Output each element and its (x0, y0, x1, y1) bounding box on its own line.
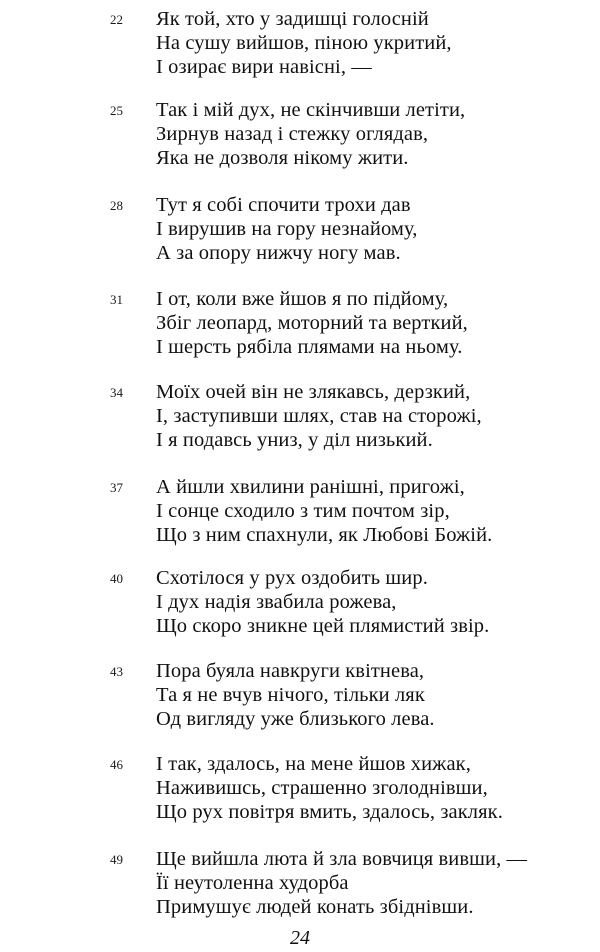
stanza-lines (156, 475, 492, 547)
verse-line: Збіг леопард, моторний та верткий, (156, 312, 468, 334)
verse-line: І озирає вири навісні, — (156, 56, 372, 78)
verse-line: Та я не вчув нічого, тільки ляк (156, 684, 425, 706)
line-number: 40 (110, 571, 123, 586)
verse-line: Схотілося у рух оздобить шир. (156, 567, 428, 589)
verse-line: Пора буяла навкруги квітнева, (156, 660, 425, 682)
verse-line: На сушу вийшов, піною укритий, (156, 32, 452, 54)
verse-line: Що скоро зникне цей плямистий звір. (156, 615, 490, 637)
verse-line: Тут я собі спочити трохи дав (156, 194, 411, 216)
stanza-lines (156, 847, 527, 919)
stanza-lines (156, 287, 468, 359)
verse-line: Так і мій дух, не скінчивши летіти, (156, 99, 466, 121)
verse-line: Примушує людей конать збіднівши. (156, 896, 474, 918)
verse-line: Моїх очей він не злякавсь, дерзкий, (156, 381, 471, 403)
line-number: 43 (110, 664, 123, 679)
verse-line: Що рух повітря вмить, здалось, закляк. (156, 801, 503, 823)
page-number: 24 (290, 927, 310, 949)
line-number: 37 (110, 480, 123, 495)
line-number: 28 (110, 198, 123, 213)
verse-line: І от, коли вже йшов я по підйому, (156, 288, 449, 310)
verse-line: І так, здалось, на мене йшов хижак, (156, 753, 471, 775)
verse-line: Що з ним спахнули, як Любові Божій. (156, 524, 493, 546)
verse-line: І сонце сходило з тим почтом зір, (156, 500, 450, 522)
line-number: 34 (110, 385, 123, 400)
stanza-lines (156, 98, 465, 170)
stanza-lines (156, 193, 418, 265)
stanza-lines (156, 659, 435, 731)
verse-line: Од вигляду уже близького лева. (156, 708, 435, 730)
line-number: 46 (110, 757, 123, 772)
verse-line: А за опору нижчу ногу мав. (156, 242, 401, 264)
verse-line: Яка не дозволя нікому жити. (156, 147, 409, 169)
line-number: 31 (110, 292, 123, 307)
verse-line: І я подавсь униз, у діл низький. (156, 429, 433, 451)
verse-line: Як той, хто у задишці голосній (156, 8, 429, 30)
line-number: 49 (110, 852, 123, 867)
stanza-lines (156, 380, 482, 452)
line-number: 22 (110, 12, 123, 27)
verse-line: Зирнув назад і стежку оглядав, (156, 123, 429, 145)
stanza-lines (156, 7, 452, 79)
verse-line: Наживишсь, страшенно зголоднівши, (156, 777, 488, 799)
verse-line: І дух надія звабила рожева, (156, 591, 397, 613)
verse-line: А йшли хвилини ранішні, пригожі, (156, 476, 465, 498)
stanza-lines (156, 566, 489, 638)
verse-line: Її неутоленна худорба (156, 872, 349, 894)
verse-line: І шерсть рябіла плямами на ньому. (156, 336, 463, 358)
stanza-lines (156, 752, 503, 824)
line-number: 25 (110, 103, 123, 118)
verse-line: Ще вийшла люта й зла вовчиця вивши, — (156, 848, 528, 870)
verse-line: І, заступивши шлях, став на сторожі, (156, 405, 482, 427)
verse-line: І вирушив на гору незнайому, (156, 218, 418, 240)
